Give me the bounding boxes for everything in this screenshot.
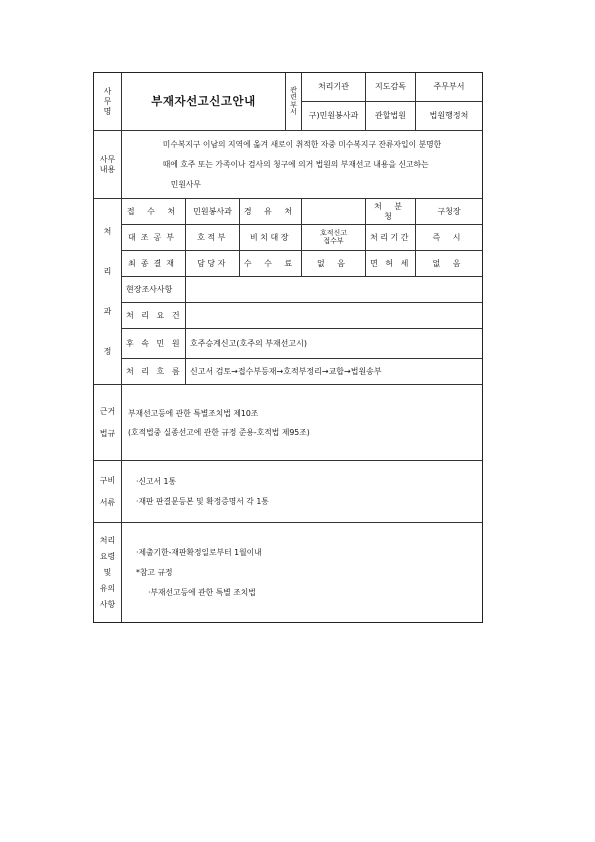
law-text: 부재선고등에 관한 특별조치법 제10조 (호적법중 실종선고에 관한 규정 준용-호적법 제95조): [122, 385, 482, 461]
dept-label: 관 련 부 서: [286, 73, 302, 131]
content-text: 미수복지구 이남의 지역에 옮겨 새로이 취적한 자중 미수복지구 잔류자입이 분명한 때에 호주 또는 가족이나 검사의 청구에 의거 법원의 부재선고 내용을 신고하는 민원사무: [122, 131, 482, 199]
grid-r1-c2: 민원봉사과: [186, 199, 240, 225]
grid-r2-c3: 비치대장: [240, 225, 302, 251]
grid-r1-c6: 구청장: [416, 199, 482, 225]
grid-r2-c6: 즉 시: [416, 225, 482, 251]
row-label-follow-up: 후 속 민 원: [122, 329, 186, 359]
category-label: 사 무 명: [94, 73, 122, 131]
grid-r3-c6: 없 음: [416, 251, 482, 277]
row-value-follow-up: 호주승계신고(호주의 부재선고시): [186, 329, 482, 359]
notes-text: ·제출기한-재판확정일로부터 1월이내 *참고 규정 ·부재선고등에 관한 특별 조치법: [136, 547, 262, 597]
grid-r3-c2: 담당자: [186, 251, 240, 277]
row-label-flow: 처 리 흐 름: [122, 359, 186, 385]
row-value-flow: 신고서 검토→접수부등재→호적부정리→교합→법원송부: [186, 359, 482, 385]
value-supervision: 관할법원: [366, 102, 416, 131]
grid-r1-c3: 경 유 처: [240, 199, 302, 225]
grid-r3-c5: 면 허 세: [366, 251, 416, 277]
grid-r2-c1: 대조공부: [122, 225, 186, 251]
grid-r3-c3: 수 수 료: [240, 251, 302, 277]
process-label: 처 리 과 정: [94, 199, 122, 385]
row-label-requirements: 처 리 요 건: [122, 303, 186, 329]
law-label: 근거 법규: [94, 385, 122, 461]
grid-r2-c4: 호적신고 접수부: [302, 225, 366, 251]
header-supervision: 지도감독: [366, 73, 416, 102]
grid-r3-c4: 없 음: [302, 251, 366, 277]
row-value-requirements: [186, 303, 482, 329]
row-value-field-survey: [186, 277, 482, 303]
grid-r3-c1: 최종결재: [122, 251, 186, 277]
grid-r2-c2: 호적부: [186, 225, 240, 251]
docs-text: ·신고서 1통 ·재판 판결문등본 및 확정증명서 각 1통: [122, 461, 482, 523]
docs-label: 구비 서류: [94, 461, 122, 523]
grid-r1-c5: 처 분 청: [366, 199, 416, 225]
grid-r1-c4: [302, 199, 366, 225]
grid-r1-c1: 접 수 처: [122, 199, 186, 225]
header-processing-agency: 처리기관: [302, 73, 366, 102]
notes-label: 처리 요령 및 유의 사항: [94, 523, 122, 622]
header-main-dept: 주무부서: [416, 73, 482, 102]
value-main-dept: 법원행정처: [416, 102, 482, 131]
row-label-field-survey: 현장조사사항: [122, 277, 186, 303]
page-title: 부재자선고신고안내: [122, 73, 286, 131]
content-label: 사무 내용: [94, 131, 122, 199]
notice-form: [93, 72, 483, 623]
grid-r2-c5: 처리기간: [366, 225, 416, 251]
value-processing-agency: 구)민원봉사과: [302, 102, 366, 131]
